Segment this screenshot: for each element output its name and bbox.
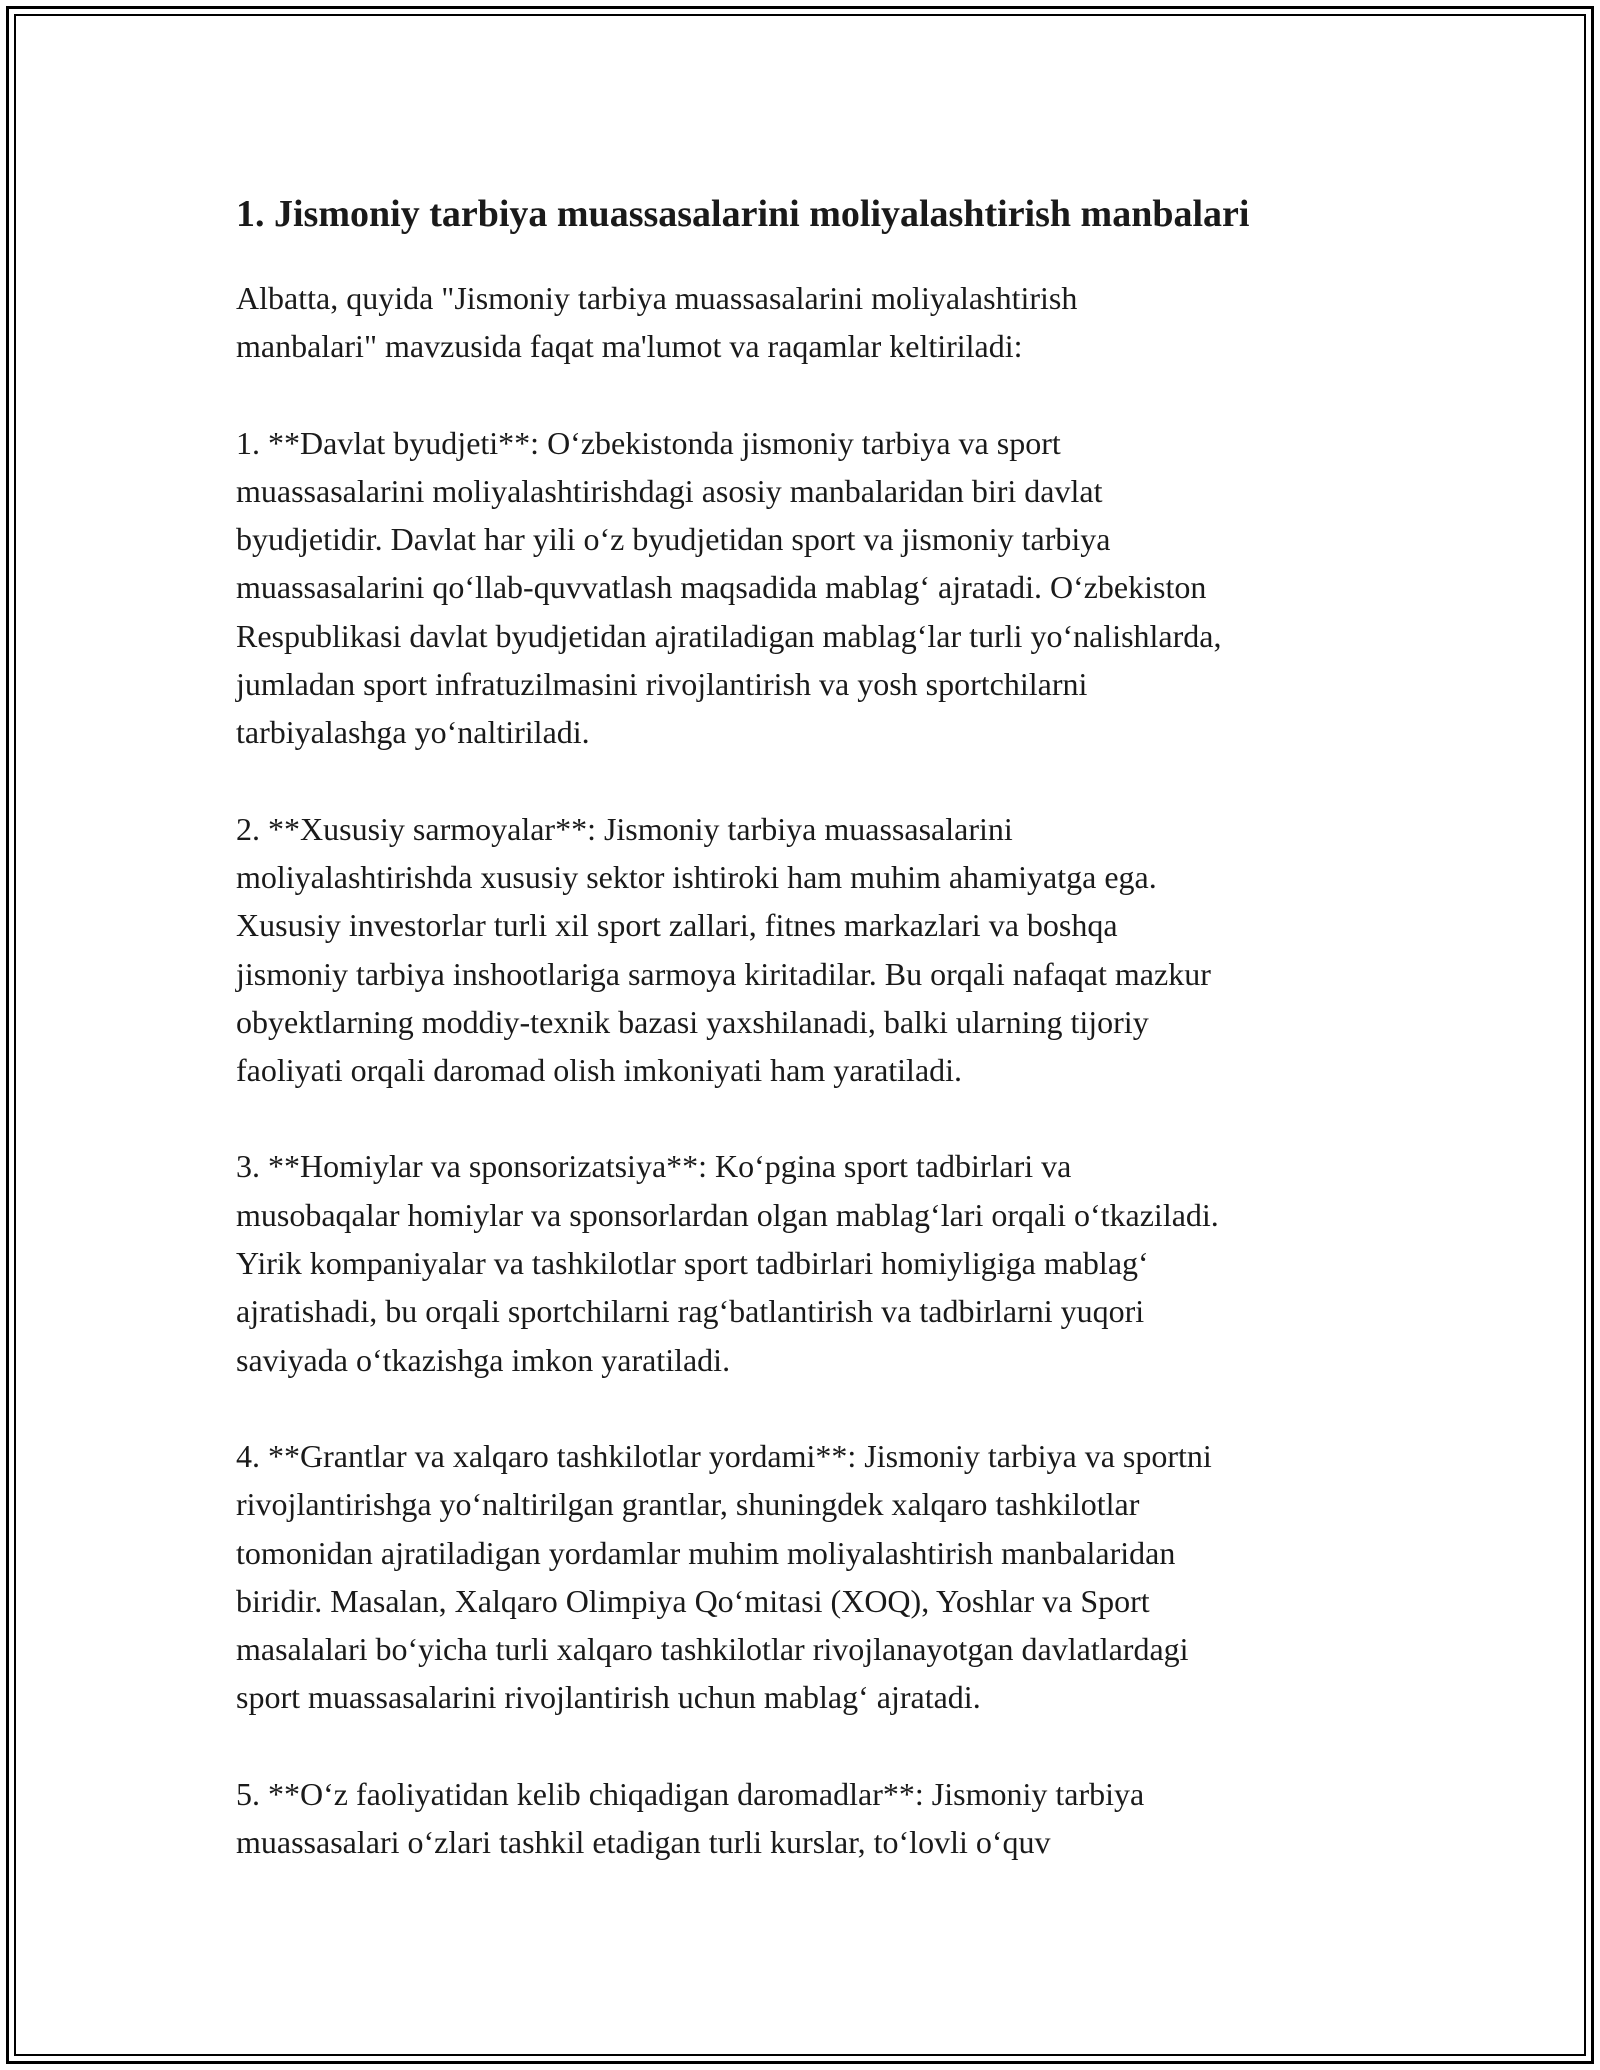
- text-line: moliyalashtirishda xususiy sektor ishtiroki ham muhim ahamiyatga ega.: [236, 858, 1157, 895]
- text-line: 4. **Grantlar va xalqaro tashkilotlar yordami**: Jismoniy tarbiya va sportni: [236, 1437, 1212, 1474]
- text-line: jismoniy tarbiya inshootlariga sarmoya kiritadilar. Bu orqali nafaqat mazkur: [236, 955, 1211, 992]
- text-line: musobaqalar homiylar va sponsorlardan olgan mablag‘lari orqali o‘tkaziladi.: [236, 1196, 1219, 1233]
- text-line: Albatta, quyida "Jismoniy tarbiya muassasalarini moliyalashtirish: [236, 280, 1078, 316]
- text-line: Respublikasi davlat byudjetidan ajratiladigan mablag‘lar turli yo‘nalishlarda,: [236, 617, 1222, 654]
- text-line: faoliyati orqali daromad olish imkoniyati ham yaratiladi.: [236, 1052, 963, 1089]
- text-line: 5. **O‘z faoliyatidan kelib chiqadigan daromadlar**: Jismoniy tarbiya: [236, 1775, 1145, 1812]
- section-homiylar: [236, 1142, 1386, 1383]
- section-xususiy-sarmoyalar: [236, 805, 1386, 1095]
- text-line: rivojlantirishga yo‘naltirilgan grantlar, shuningdek xalqaro tashkilotlar: [236, 1486, 1140, 1523]
- text-line: 1. **Davlat byudjeti**: O‘zbekistonda jismoniy tarbiya va sport: [236, 424, 1061, 461]
- section-grantlar: [236, 1432, 1386, 1722]
- text-line: ajratishadi, bu orqali sportchilarni rag‘batlantirish va tadbirlarni yuqori: [236, 1293, 1145, 1330]
- text-line: Yirik kompaniyalar va tashkilotlar sport tadbirlari homiyligiga mablag‘: [236, 1245, 1149, 1282]
- intro-paragraph: [236, 274, 1386, 371]
- section-oz-daromadlar: [236, 1770, 1386, 1867]
- text-line: masalalari bo‘yicha turli xalqaro tashkilotlar rivojlanayotgan davlatlardagi: [236, 1631, 1189, 1668]
- text-line: biridir. Masalan, Xalqaro Olimpiya Qo‘mitasi (XOQ), Yoshlar va Sport: [236, 1582, 1150, 1619]
- text-line: byudjetidir. Davlat har yili o‘z byudjetidan sport va jismoniy tarbiya: [236, 521, 1111, 558]
- text-line: obyektlarning moddiy-texnik bazasi yaxshilanadi, balki ularning tijoriy: [236, 1003, 1149, 1040]
- text-line: sport muassasalarini rivojlantirish uchun mablag‘ ajratadi.: [236, 1679, 981, 1716]
- text-line: tarbiyalashga yo‘naltiriladi.: [236, 714, 590, 751]
- text-line: 2. **Xususiy sarmoyalar**: Jismoniy tarbiya muassasalarini: [236, 810, 1013, 847]
- document-body: [236, 184, 1386, 1914]
- text-line: muassasalarini moliyalashtirishdagi asosiy manbalaridan biri davlat: [236, 472, 1103, 509]
- text-line: muassasalari o‘zlari tashkil etadigan turli kurslar, to‘lovli o‘quv: [236, 1824, 1051, 1861]
- text-line: saviyada o‘tkazishga imkon yaratiladi.: [236, 1341, 731, 1378]
- text-line: jumladan sport infratuzilmasini rivojlantirish va yosh sportchilarni: [236, 666, 1088, 703]
- section-davlat-byudjeti: [236, 419, 1386, 757]
- text-line: 3. **Homiylar va sponsorizatsiya**: Ko‘pgina sport tadbirlari va: [236, 1148, 1072, 1185]
- text-line: muassasalarini qo‘llab-quvvatlash maqsadida mablag‘ ajratadi. O‘zbekiston: [236, 569, 1207, 606]
- text-line: Xususiy investorlar turli xil sport zallari, fitnes markazlari va boshqa: [236, 907, 1118, 944]
- document-title: 1. Jismoniy tarbiya muassasalarini moliyalashtirish manbalari: [236, 193, 1250, 235]
- text-line: tomonidan ajratiladigan yordamlar muhim moliyalashtirish manbalaridan: [236, 1534, 1176, 1571]
- text-line: manbalari" mavzusida faqat ma'lumot va raqamlar keltiriladi:: [236, 328, 1023, 365]
